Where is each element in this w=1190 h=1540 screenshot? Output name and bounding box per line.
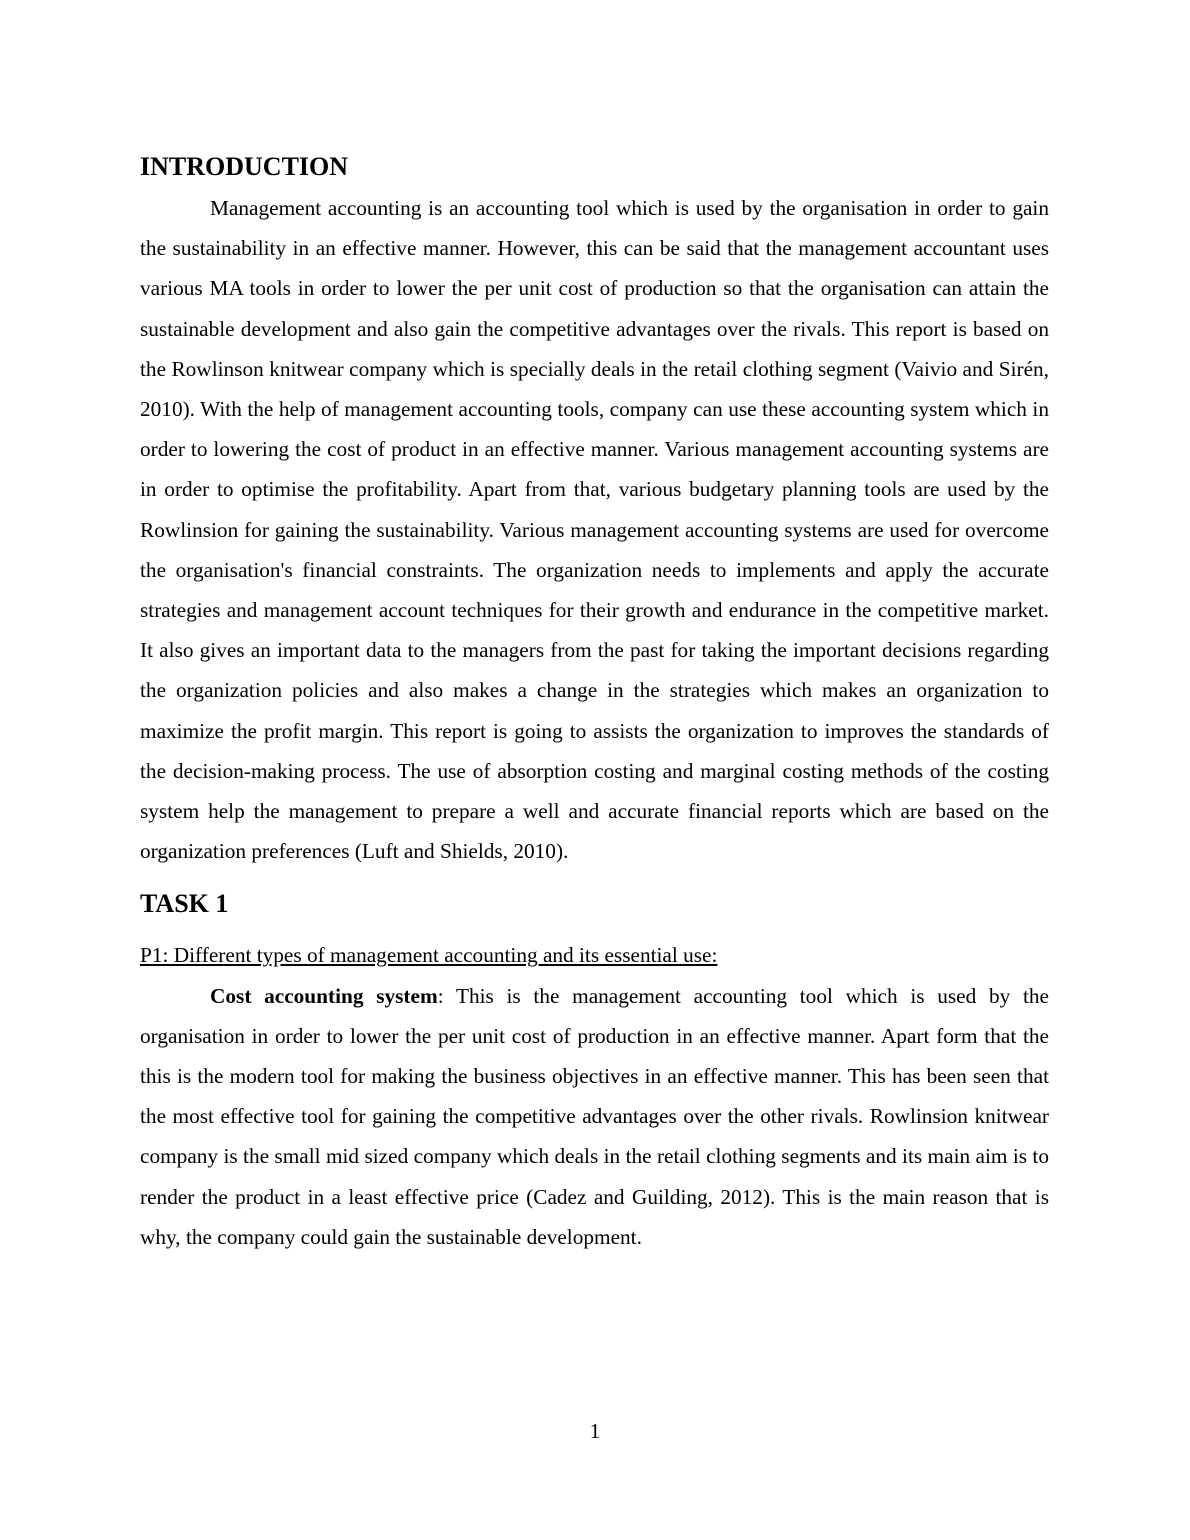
introduction-paragraph: Management accounting is an accounting tool which is used by the organisation in order to gain the sustainability in an effective manner. However, this can be said that the management accountant uses various MA tools in order to lower the per unit cost of production so that the organisation can attain the sustainable development and also gain the competitive advantages over the rivals. This report is based on the Rowlinson knitwear company which is specially deals in the retail clothing segment (Vaivio and Sirén, 2010). With the help of management accounting tools, company can use these accounting system which in order to lowering the cost of product in an effective manner. Various management accounting systems are in order to optimise the profitability. Apart from that, various budgetary planning tools are used by the Rowlinsion for gaining the sustainability. Various management accounting systems are used for overcome the organisation's financial constraints. The organization needs to implements and apply the accurate strategies and management account techniques for their growth and endurance in the competitive market. It also gives an important data to the managers from the past for taking the important decisions regarding the organization policies and also makes a change in the strategies which makes an organization to maximize the profit margin. This report is going to assists the organization to improves the standards of the decision-making process. The use of absorption costing and marginal costing methods of the costing system help the management to prepare a well and accurate financial reports which are based on the organization preferences (Luft and Shields, 2010). xyxy=(140,196,1049,864)
cost-accounting-paragraph xyxy=(140,976,1049,1257)
cost-accounting-text: : This is the management accounting tool which is used by the organisation in order to lower the per unit cost of production in an effective manner. Apart form that the this is the modern tool for making the business objectives in an effective manner. This has been seen that the most effective tool for gaining the competitive advantages over the other rivals. Rowlinsion knitwear company is the small mid sized company which deals in the retail clothing segments and its main aim is to render the product in a least effective price (Cadez and Guilding, 2012). This is the main reason that is why, the company could gain the sustainable development. xyxy=(140,983,1049,1249)
task-1-heading: TASK 1 xyxy=(140,889,229,919)
page-content xyxy=(140,150,1049,1257)
introduction-heading: INTRODUCTION xyxy=(140,152,349,181)
page-number: 1 xyxy=(589,1419,601,1443)
cost-accounting-lead: Cost accounting system xyxy=(210,983,438,1008)
p1-subheading: P1: Different types of management accounting and its essential use: xyxy=(140,943,718,968)
